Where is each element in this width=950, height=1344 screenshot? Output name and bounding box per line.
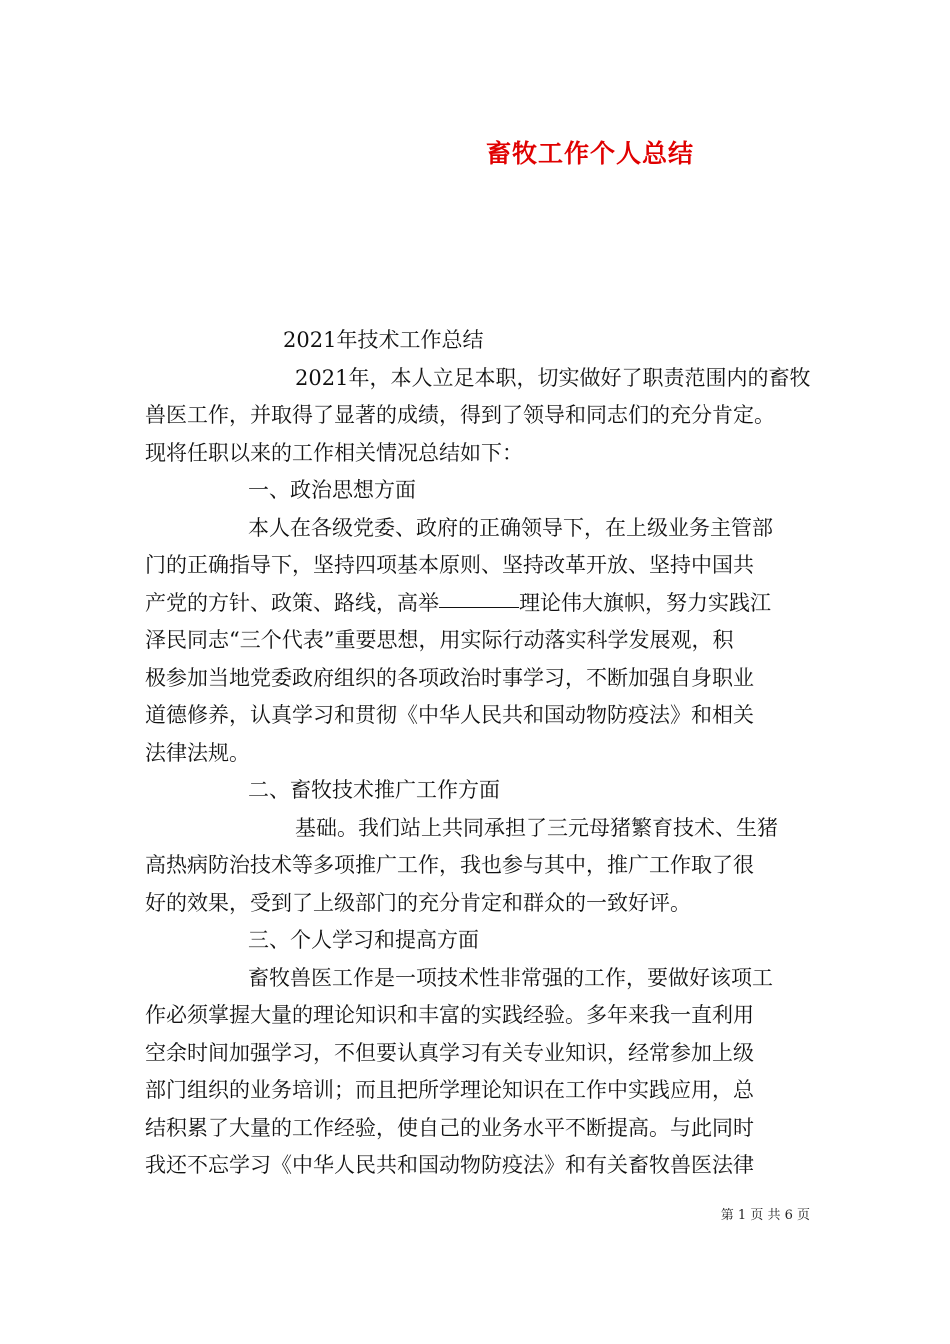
- section1-line-6: 道德修养，认真学习和贯彻《中华人民共和国动物防疫法》和相关: [145, 703, 754, 727]
- section3-line-6: 我还不忘学习《中华人民共和国动物防疫法》和有关畜牧兽医法律: [145, 1153, 754, 1177]
- section3-line-5: 结积累了大量的工作经验，使自己的业务水平不断提高。与此同时: [145, 1115, 754, 1140]
- section1-line-3: [145, 585, 810, 623]
- intro-line-3: 现将任职以来的工作相关情况总结如下：: [145, 440, 523, 465]
- document-title: 畜牧工作个人总结: [485, 139, 694, 168]
- fill-in-blank: [439, 606, 519, 608]
- section3-line-2: 作必须掌握大量的理论知识和丰富的实践经验。多年来我一直利用: [145, 1003, 754, 1027]
- section1-line-7: 法律法规。: [145, 740, 250, 765]
- intro-line-2: 兽医工作，并取得了显著的成绩，得到了领导和同志们的充分肯定。: [145, 403, 775, 427]
- section2-heading: 二、畜牧技术推广工作方面: [248, 778, 500, 802]
- section1-line-2: 门的正确指导下，坚持四项基本原则、坚持改革开放、坚持中国共: [145, 553, 754, 577]
- section3-line-4: 部门组织的业务培训；而且把所学理论知识在工作中实践应用，总: [145, 1078, 754, 1102]
- section2-line-3: 好的效果，受到了上级部门的充分肯定和群众的一致好评。: [145, 890, 691, 915]
- section3-line-1: 畜牧兽医工作是一项技术性非常强的工作，要做好该项工: [248, 965, 773, 990]
- section3-line-3: 空余时间加强学习，不但要认真学习有关专业知识，经常参加上级: [145, 1040, 754, 1065]
- document-body: [145, 322, 810, 1185]
- section3-heading: 三、个人学习和提高方面: [248, 928, 479, 952]
- intro-line-1: 2021年，本人立足本职，切实做好了职责范围内的畜牧: [295, 365, 811, 390]
- section1-line-1: 本人在各级党委、政府的正确领导下，在上级业务主管部: [248, 515, 773, 540]
- section1-line-5: 极参加当地党委政府组织的各项政治时事学习，不断加强自身职业: [145, 665, 754, 690]
- section2-line-2: 高热病防治技术等多项推广工作，我也参与其中，推广工作取了很: [145, 853, 754, 877]
- report-subtitle: 2021年技术工作总结: [283, 328, 484, 352]
- section1-line-3a: 产党的方针、政策、路线，高举: [145, 590, 439, 615]
- section2-line-1: 基础。我们站上共同承担了三元母猪繁育技术、生猪: [295, 815, 778, 840]
- section1-line-4: 泽民同志“三个代表”重要思想，用实际行动落实科学发展观，积: [145, 628, 734, 652]
- section1-line-3b: 理论伟大旗帜，努力实践江: [519, 590, 771, 615]
- page-number: 第 1 页 共 6 页: [720, 1208, 810, 1223]
- section1-heading: 一、政治思想方面: [248, 478, 416, 502]
